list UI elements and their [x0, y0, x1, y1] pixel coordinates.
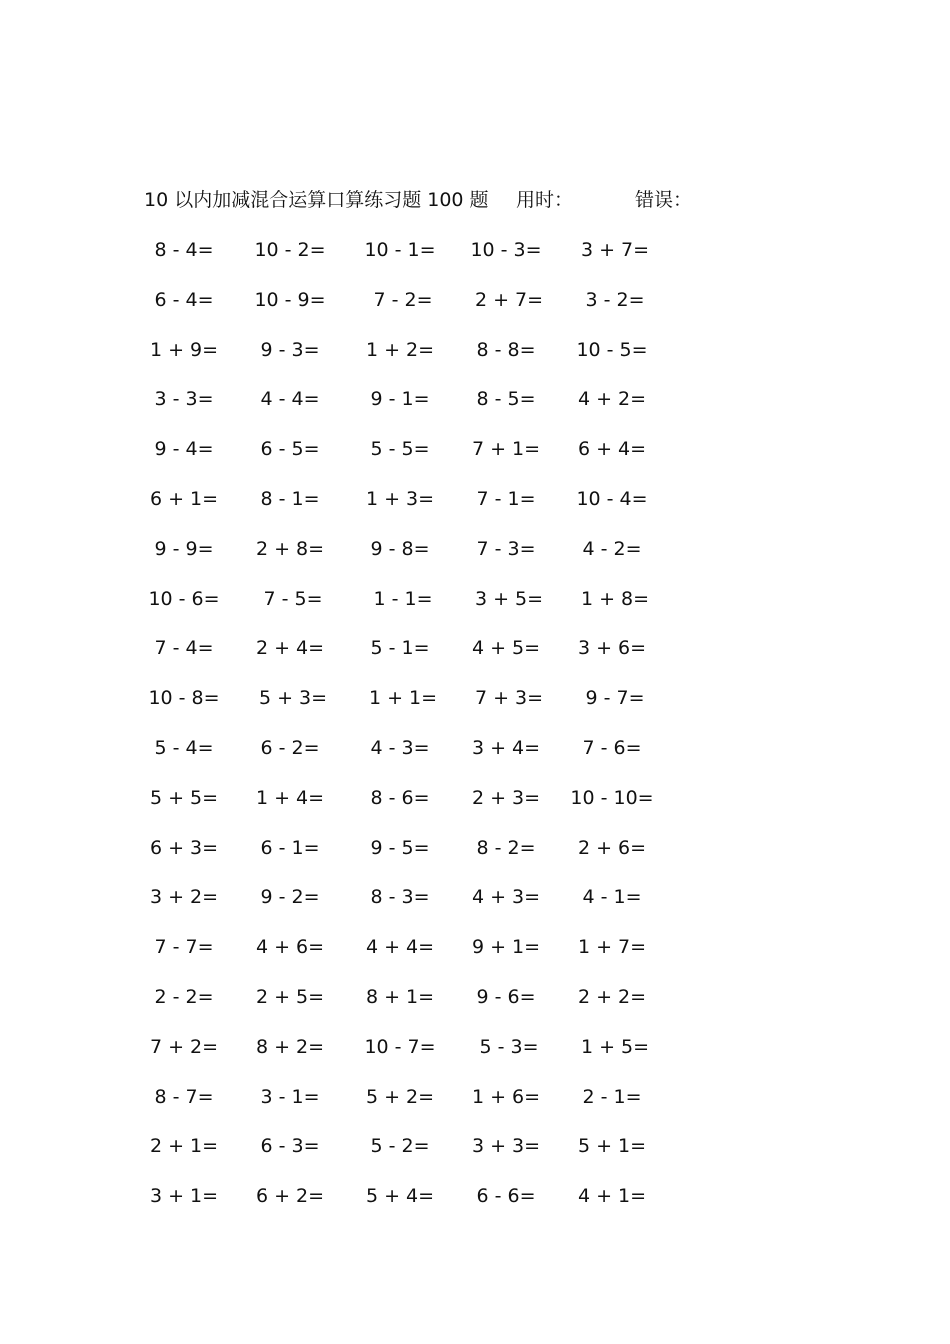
- problem-row: [130, 783, 660, 833]
- problem-row: [130, 932, 660, 982]
- arithmetic-problem: 4 + 4=: [365, 936, 435, 959]
- arithmetic-problem: 4 + 1=: [577, 1185, 647, 1208]
- arithmetic-problem: 5 + 4=: [365, 1185, 435, 1208]
- arithmetic-problem: 6 - 2=: [260, 736, 320, 759]
- worksheet-title: 10 以内加减混合运算口算练习题 100 题: [144, 189, 489, 211]
- arithmetic-problem: 6 + 1=: [149, 487, 219, 510]
- arithmetic-problem: 10 - 9=: [254, 288, 326, 311]
- arithmetic-problem: 3 - 1=: [260, 1085, 320, 1108]
- arithmetic-problem: 1 + 2=: [365, 338, 435, 361]
- arithmetic-problem: 7 + 1=: [471, 438, 541, 461]
- problem-row: [130, 1032, 660, 1082]
- arithmetic-problem: 6 - 3=: [260, 1135, 320, 1158]
- arithmetic-problem: 6 - 5=: [260, 438, 320, 461]
- arithmetic-problem: 1 + 9=: [149, 338, 219, 361]
- arithmetic-problem: 5 - 5=: [370, 438, 430, 461]
- problem-row: [130, 833, 660, 883]
- arithmetic-problem: 2 + 4=: [255, 637, 325, 660]
- arithmetic-problem: 5 - 2=: [370, 1135, 430, 1158]
- problem-row: [130, 434, 660, 484]
- arithmetic-problem: 3 + 7=: [574, 239, 650, 261]
- arithmetic-problem: 10 - 2=: [254, 239, 326, 261]
- problem-row: [130, 882, 660, 932]
- arithmetic-problem: 8 - 5=: [476, 388, 536, 411]
- arithmetic-problem: 7 - 1=: [476, 487, 536, 510]
- arithmetic-problem: 10 - 3=: [470, 239, 542, 261]
- arithmetic-problem: 10 - 8=: [148, 687, 220, 710]
- arithmetic-problem: 8 - 2=: [476, 836, 536, 859]
- arithmetic-problem: 9 - 6=: [476, 985, 536, 1008]
- arithmetic-problem: 3 + 5=: [468, 587, 544, 610]
- arithmetic-problem: 9 - 3=: [260, 338, 320, 361]
- arithmetic-problem: 5 - 1=: [370, 637, 430, 660]
- problem-row: [130, 534, 660, 584]
- arithmetic-problem: 2 + 7=: [468, 288, 544, 311]
- arithmetic-problem: 7 + 2=: [149, 1035, 219, 1058]
- arithmetic-problem: 4 + 2=: [577, 388, 647, 411]
- arithmetic-problem: 8 - 1=: [260, 487, 320, 510]
- arithmetic-problem: 4 + 3=: [471, 886, 541, 909]
- problem-row: [130, 584, 660, 634]
- arithmetic-problem: 3 - 3=: [154, 388, 214, 411]
- arithmetic-problem: 5 - 3=: [473, 1035, 539, 1058]
- arithmetic-problem: 6 - 6=: [476, 1185, 536, 1208]
- arithmetic-problem: 9 - 1=: [370, 388, 430, 411]
- arithmetic-problem: 3 + 3=: [471, 1135, 541, 1158]
- arithmetic-problem: 10 - 10=: [570, 786, 654, 809]
- problem-grid: [130, 235, 660, 1231]
- arithmetic-problem: 1 + 4=: [255, 786, 325, 809]
- arithmetic-problem: 8 - 4=: [154, 239, 214, 261]
- arithmetic-problem: 2 + 6=: [577, 836, 647, 859]
- problem-row: [130, 633, 660, 683]
- problem-row: [130, 484, 660, 534]
- arithmetic-problem: 3 + 6=: [577, 637, 647, 660]
- arithmetic-problem: 1 + 8=: [574, 587, 650, 610]
- arithmetic-problem: 7 - 3=: [476, 537, 536, 560]
- problem-row: [130, 335, 660, 385]
- arithmetic-problem: 7 - 5=: [257, 587, 323, 610]
- arithmetic-problem: 2 - 1=: [582, 1085, 642, 1108]
- arithmetic-problem: 5 - 4=: [154, 736, 214, 759]
- problem-row: [130, 1181, 660, 1231]
- arithmetic-problem: 10 - 5=: [576, 338, 648, 361]
- arithmetic-problem: 6 - 4=: [154, 288, 214, 311]
- arithmetic-problem: 2 + 2=: [577, 985, 647, 1008]
- arithmetic-problem: 8 - 8=: [476, 338, 536, 361]
- arithmetic-problem: 7 - 4=: [154, 637, 214, 660]
- arithmetic-problem: 9 - 7=: [579, 687, 645, 710]
- arithmetic-problem: 6 + 3=: [149, 836, 219, 859]
- arithmetic-problem: 9 + 1=: [471, 936, 541, 959]
- arithmetic-problem: 1 + 1=: [362, 687, 438, 710]
- arithmetic-problem: 1 + 6=: [471, 1085, 541, 1108]
- arithmetic-problem: 4 + 5=: [471, 637, 541, 660]
- arithmetic-problem: 7 - 2=: [367, 288, 433, 311]
- arithmetic-problem: 6 - 1=: [260, 836, 320, 859]
- arithmetic-problem: 4 - 2=: [582, 537, 642, 560]
- arithmetic-problem: 4 - 4=: [260, 388, 320, 411]
- arithmetic-problem: 5 + 1=: [577, 1135, 647, 1158]
- arithmetic-problem: 3 + 1=: [149, 1185, 219, 1208]
- problem-row: [130, 384, 660, 434]
- arithmetic-problem: 1 + 3=: [365, 487, 435, 510]
- arithmetic-problem: 5 + 5=: [149, 786, 219, 809]
- arithmetic-problem: 5 + 2=: [365, 1085, 435, 1108]
- arithmetic-problem: 7 - 7=: [154, 936, 214, 959]
- arithmetic-problem: 9 - 9=: [154, 537, 214, 560]
- arithmetic-problem: 1 + 7=: [577, 936, 647, 959]
- arithmetic-problem: 9 - 5=: [370, 836, 430, 859]
- arithmetic-problem: 8 - 6=: [370, 786, 430, 809]
- arithmetic-problem: 2 - 2=: [154, 985, 214, 1008]
- problem-row: [130, 1131, 660, 1181]
- arithmetic-problem: 3 + 2=: [149, 886, 219, 909]
- arithmetic-problem: 7 + 3=: [468, 687, 544, 710]
- arithmetic-problem: 10 - 4=: [576, 487, 648, 510]
- arithmetic-problem: 4 - 3=: [370, 736, 430, 759]
- arithmetic-problem: 9 - 4=: [154, 438, 214, 461]
- arithmetic-problem: 9 - 2=: [260, 886, 320, 909]
- arithmetic-problem: 2 + 3=: [471, 786, 541, 809]
- problem-row: [130, 683, 660, 733]
- arithmetic-problem: 10 - 1=: [364, 239, 436, 261]
- problem-row: [130, 285, 660, 335]
- arithmetic-problem: 8 - 7=: [154, 1085, 214, 1108]
- arithmetic-problem: 9 - 8=: [370, 537, 430, 560]
- arithmetic-problem: 8 + 2=: [255, 1035, 325, 1058]
- arithmetic-problem: 8 - 3=: [370, 886, 430, 909]
- arithmetic-problem: 10 - 6=: [148, 587, 220, 610]
- arithmetic-problem: 2 + 8=: [255, 537, 325, 560]
- arithmetic-problem: 1 - 1=: [367, 587, 433, 610]
- problem-row: [130, 1082, 660, 1132]
- arithmetic-problem: 4 - 1=: [582, 886, 642, 909]
- arithmetic-problem: 8 + 1=: [365, 985, 435, 1008]
- problem-row: [130, 733, 660, 783]
- arithmetic-problem: 3 - 2=: [579, 288, 645, 311]
- arithmetic-problem: 1 + 5=: [574, 1035, 650, 1058]
- error-count-label: 错误：: [635, 189, 693, 211]
- arithmetic-problem: 5 + 3=: [252, 687, 328, 710]
- arithmetic-problem: 4 + 6=: [255, 936, 325, 959]
- arithmetic-problem: 6 + 2=: [255, 1185, 325, 1208]
- arithmetic-problem: 7 - 6=: [582, 736, 642, 759]
- arithmetic-problem: 3 + 4=: [471, 736, 541, 759]
- problem-row: [130, 235, 660, 285]
- arithmetic-problem: 2 + 1=: [149, 1135, 219, 1158]
- arithmetic-problem: 2 + 5=: [255, 985, 325, 1008]
- arithmetic-problem: 10 - 7=: [364, 1035, 436, 1058]
- problem-row: [130, 982, 660, 1032]
- time-used-label: 用时：: [516, 189, 574, 211]
- arithmetic-problem: 6 + 4=: [577, 438, 647, 461]
